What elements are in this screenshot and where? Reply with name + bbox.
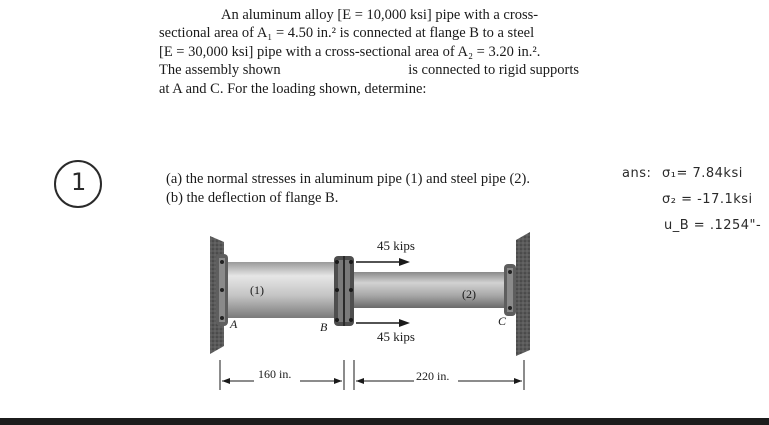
question-a: (a) the normal stresses in aluminum pipe (1) and steel pipe (2). (166, 171, 531, 187)
load-arrow-bottom (356, 319, 410, 327)
flange-B (334, 256, 354, 326)
aluminum-pipe-1 (226, 262, 336, 318)
dimension-label-2: 220 in. (416, 369, 450, 383)
problem-line-2: sectional area of A₁ = 4.50 in.² is connected at flange B to a steel (159, 25, 535, 42)
problem-number: 1 (71, 168, 87, 196)
problem-line-5: at A and C. For the loading shown, determine: (159, 80, 427, 97)
flange-C (504, 264, 516, 316)
dimension-label-1: 160 in. (258, 367, 292, 381)
point-C-label: C (498, 314, 507, 328)
answer-sigma1: ans: σ₁= 7.84ksi (622, 166, 743, 181)
support-wall-C (516, 232, 530, 356)
pipe-1-label: (1) (250, 283, 264, 297)
answer-sigma2: σ₂ = -17.1ksi (662, 192, 753, 207)
flange-A (216, 254, 228, 326)
pipe-2-label: (2) (462, 287, 476, 301)
answer-deflection: u_B = .1254"- (664, 218, 762, 233)
problem-line-3: [E = 30,000 ksi] pipe with a cross-sectional area of A₂ = 3.20 in.². (159, 43, 541, 60)
problem-line-1: An aluminum alloy [E = 10,000 ksi] pipe with a cross- (221, 7, 539, 23)
problem-line-4: The assembly shown is connected to rigid supports (159, 62, 579, 79)
point-A-label: A (230, 317, 238, 331)
question-b: (b) the deflection of flange B. (166, 190, 339, 206)
steel-pipe-2 (352, 272, 506, 308)
point-B-label: B (320, 320, 328, 334)
load-label-bottom: 45 kips (377, 329, 415, 344)
load-arrow-top (356, 258, 410, 266)
load-label-top: 45 kips (377, 238, 415, 253)
bottom-edge-bar (0, 418, 769, 425)
